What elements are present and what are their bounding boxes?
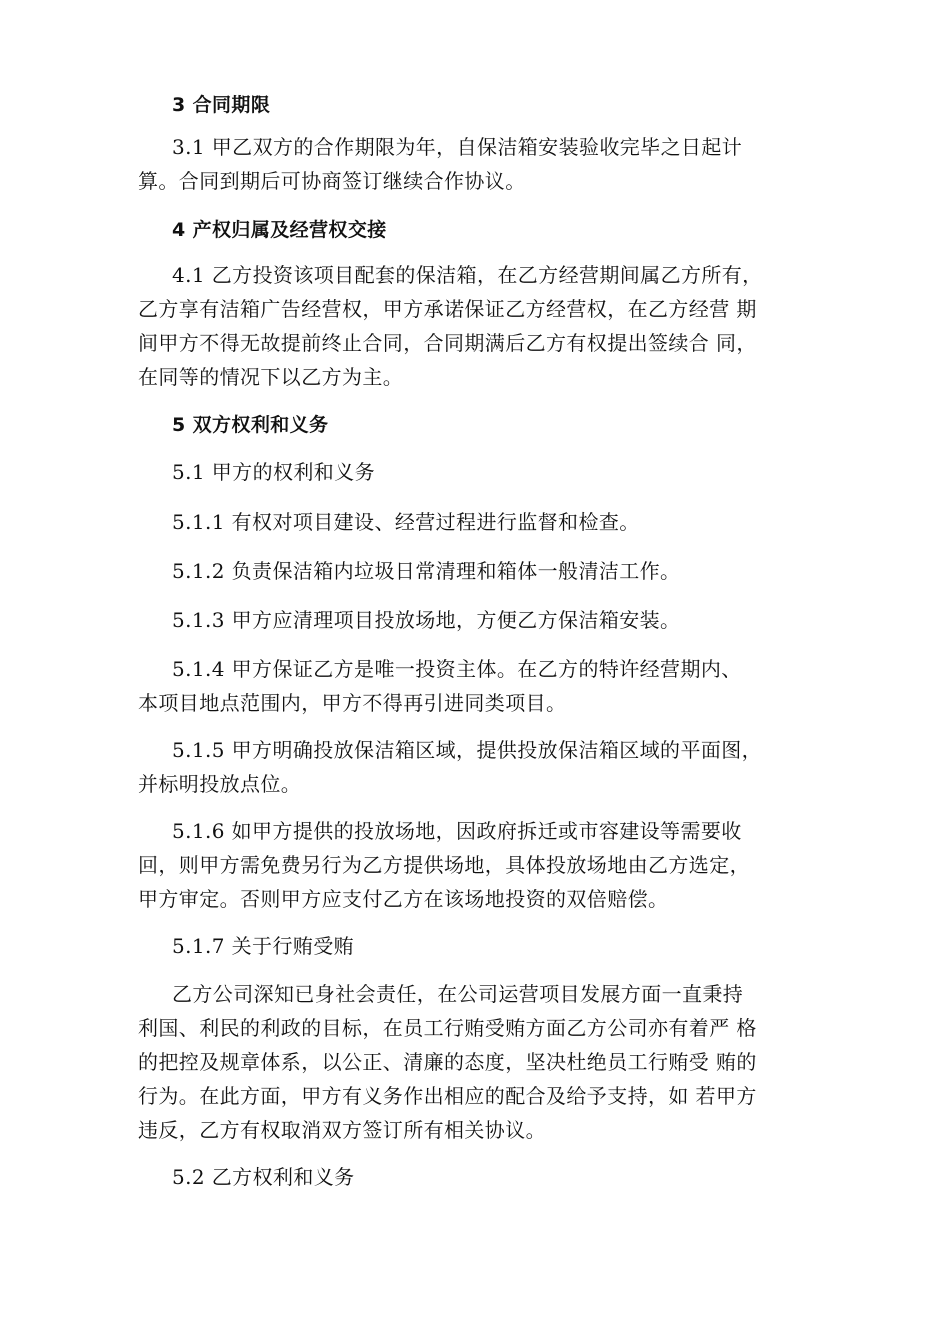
paragraph (138, 258, 838, 394)
paragraph (138, 1160, 838, 1194)
paragraph-line: 5.1 甲方的权利和义务 (172, 460, 375, 484)
paragraph-line: 5.1.7 关于行贿受贿 (172, 934, 355, 958)
paragraph-line: 5.1.1 有权对项目建设、经营过程进行监督和检查。 (172, 510, 640, 534)
heading-text: 3 合同期限 (172, 94, 271, 116)
paragraph-line: 回，则甲方需免费另行为乙方提供场地，具体投放场地由乙方选定， (138, 853, 750, 877)
paragraph (138, 814, 838, 916)
paragraph (138, 455, 838, 489)
section-heading (138, 408, 838, 442)
paragraph-line: 5.1.3 甲方应清理项目投放场地，方便乙方保洁箱安装。 (172, 608, 681, 632)
paragraph (138, 603, 838, 637)
paragraph-line: 行为。在此方面，甲方有义务作出相应的配合及给予支持，如 若甲方 (138, 1084, 757, 1108)
paragraph-line: 乙方公司深知已身社会责任，在公司运营项目发展方面一直秉持 (172, 982, 744, 1006)
paragraph-line: 3.1 甲乙双方的合作期限为年，自保洁箱安装验收完毕之日起计 (172, 135, 743, 159)
paragraph-line: 算。合同到期后可协商签订继续合作协议。 (138, 169, 526, 193)
paragraph-line: 利国、利民的利政的目标，在员工行贿受贿方面乙方公司亦有着严 格 (138, 1016, 757, 1040)
paragraph-line: 并标明投放点位。 (138, 772, 302, 796)
paragraph-line: 在同等的情况下以乙方为主。 (138, 365, 404, 389)
paragraph (138, 733, 838, 801)
paragraph-line: 违反，乙方有权取消双方签订所有相关协议。 (138, 1118, 546, 1142)
paragraph (138, 652, 838, 720)
paragraph-line: 5.1.6 如甲方提供的投放场地，因政府拆迁或市容建设等需要收 (172, 819, 742, 843)
paragraph-line: 5.1.2 负责保洁箱内垃圾日常清理和箱体一般清洁工作。 (172, 559, 681, 583)
paragraph (138, 929, 838, 963)
paragraph-line: 5.2 乙方权利和义务 (172, 1165, 355, 1189)
section-heading (138, 213, 838, 247)
heading-text: 4 产权归属及经营权交接 (172, 219, 387, 241)
paragraph-line: 间甲方不得无故提前终止合同，合同期满后乙方有权提出签续合 同， (138, 331, 757, 355)
paragraph-line: 本项目地点范围内，甲方不得再引进同类项目。 (138, 691, 567, 715)
paragraph-line: 的把控及规章体系，以公正、清廉的态度，坚决杜绝员工行贿受 贿的 (138, 1050, 757, 1074)
paragraph (138, 130, 838, 198)
paragraph (138, 554, 838, 588)
paragraph-line: 5.1.4 甲方保证乙方是唯一投资主体。在乙方的特许经营期内、 (172, 657, 742, 681)
paragraph (138, 505, 838, 539)
heading-text: 5 双方权利和义务 (172, 414, 329, 436)
paragraph-line: 5.1.5 甲方明确投放保洁箱区域，提供投放保洁箱区域的平面图， (172, 738, 763, 762)
paragraph (138, 977, 838, 1147)
paragraph-line: 甲方审定。否则甲方应支付乙方在该场地投资的双倍赔偿。 (138, 887, 669, 911)
paragraph-line: 乙方享有洁箱广告经营权，甲方承诺保证乙方经营权，在乙方经营 期 (138, 297, 757, 321)
paragraph-line: 4.1 乙方投资该项目配套的保洁箱，在乙方经营期间属乙方所有， (172, 263, 763, 287)
section-heading (138, 88, 838, 122)
